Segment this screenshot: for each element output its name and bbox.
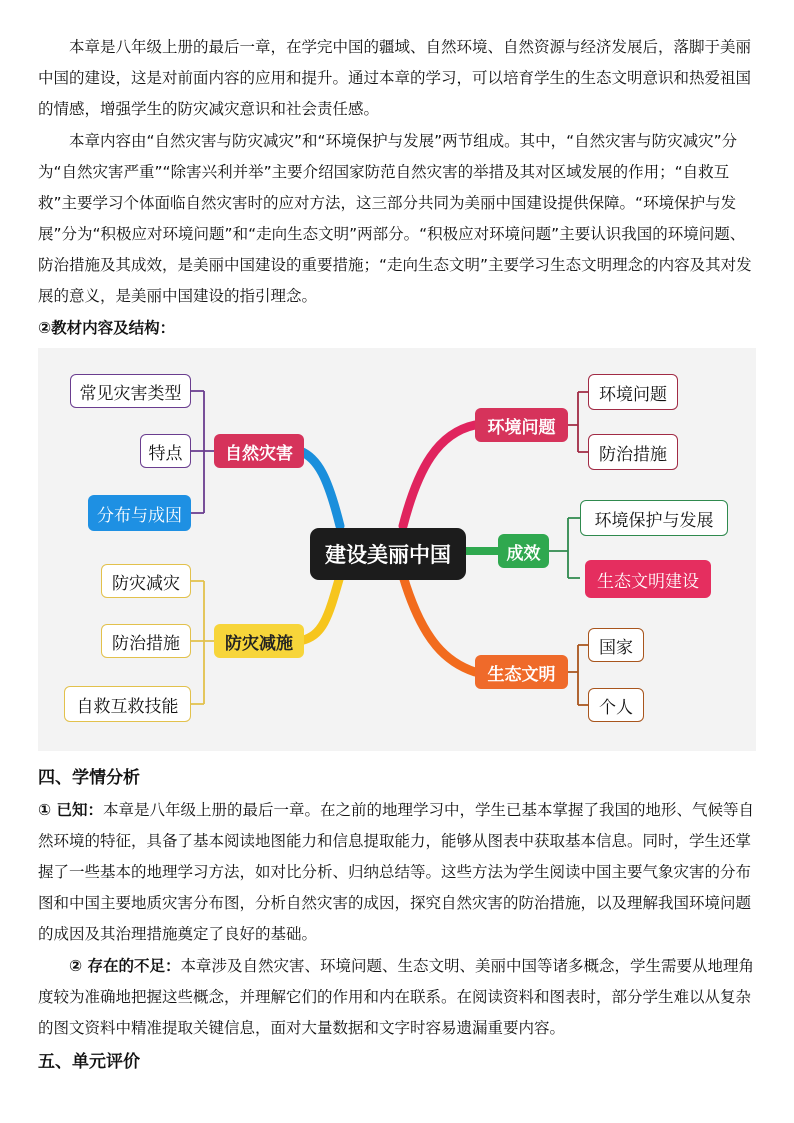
branch-prevention <box>300 576 340 641</box>
branch-eco <box>403 576 475 672</box>
bracket-natural-disaster <box>191 391 214 513</box>
node-eco-civilization: 生态文明 <box>475 655 568 689</box>
leaf-env-issues: 环境问题 <box>588 374 678 410</box>
leaf-env-measures: 防治措施 <box>588 434 678 470</box>
known-label: ① 已知： <box>38 801 104 819</box>
bracket-prevention <box>191 581 214 704</box>
leaf-env-protection: 环境保护与发展 <box>580 500 728 536</box>
leaf-nation: 国家 <box>588 628 644 662</box>
node-prevention: 防灾减施 <box>214 624 304 658</box>
branch-environment <box>403 425 475 526</box>
section-4-heading: 四、学情分析 <box>38 768 140 788</box>
leaf-disaster-reduction: 防灾减灾 <box>101 564 191 598</box>
intro-paragraph-2: 本章内容由“自然灾害与防灾减灾”和“环境保护与发展”两节组成。其中，“自然灾害与防灾减灾”分为“自然灾害严重”“除害兴利并举”主要介绍国家防范自然灾害的举措及其对区域发展的作用；“自救互救”主要学习个体面临自然灾害时的应对方法，这三部分共同为美丽中国建设提供保障。“环境保护与发展”分为“积极应对环境问题”和“走向生态文明”两部分。“积极应对环境问题”主要认识我国的环境问题、防治措施及其成效，是美丽中国建设的重要措施；“走向生态文明”主要学习生态文明理念的内容及其对发展的意义，是美丽中国建设的指引理念。 <box>38 132 752 305</box>
structure-label: ②教材内容及结构： <box>38 319 176 337</box>
branch-natural-disaster <box>300 451 340 526</box>
leaf-features: 特点 <box>140 434 191 468</box>
lack-text: 本章涉及自然灾害、环境问题、生态文明、美丽中国等诸多概念，学生需要从地理角度较为准确地把握这些概念，并理解它们的作用和内在联系。在阅读资料和图表时，部分学生难以从复杂的图文资料中精准提取关键信息，面对大量数据和文字时容易遗漏重要内容。 <box>38 957 755 1037</box>
leaf-distribution-causes: 分布与成因 <box>88 495 191 531</box>
bracket-effect <box>549 518 580 578</box>
lack-label: ② 存在的不足： <box>69 957 181 975</box>
known-paragraph <box>38 795 756 950</box>
leaf-disaster-types: 常见灾害类型 <box>70 374 191 408</box>
leaf-self-rescue: 自救互救技能 <box>64 686 191 722</box>
node-natural-disaster: 自然灾害 <box>214 434 304 468</box>
leaf-eco-construction: 生态文明建设 <box>585 560 711 598</box>
center-node: 建设美丽中国 <box>310 528 466 580</box>
section-5-heading: 五、单元评价 <box>38 1052 140 1072</box>
known-text: 本章是八年级上册的最后一章。在之前的地理学习中，学生已基本掌握了我国的地形、气候等自然环境的特征，具备了基本阅读地图能力和信息提取能力，能够从图表中获取基本信息。同时，学生还掌握了一些基本的地理学习方法，如对比分析、归纳总结等。这些方法为学生阅读中国主要气象灾害的分布图和中国主要地质灾害分布图，分析自然灾害的成因，探究自然灾害的防治措施，以及理解我国环境问题的成因及其治理措施奠定了良好的基础。 <box>38 801 755 943</box>
leaf-prevention-measures: 防治措施 <box>101 624 191 658</box>
bracket-environment <box>568 392 588 452</box>
mind-map <box>38 348 756 751</box>
intro-paragraph-1: 本章是八年级上册的最后一章，在学完中国的疆域、自然环境、自然资源与经济发展后，落脚于美丽中国的建设，这是对前面内容的应用和提升。通过本章的学习，可以培育学生的生态文明意识和热爱祖国的情感，增强学生的防灾减灾意识和社会责任感。 <box>38 38 752 118</box>
node-effect: 成效 <box>498 534 549 568</box>
leaf-individual: 个人 <box>588 688 644 722</box>
bracket-eco <box>568 645 588 705</box>
node-environment: 环境问题 <box>475 408 568 442</box>
lack-paragraph <box>38 951 756 1044</box>
